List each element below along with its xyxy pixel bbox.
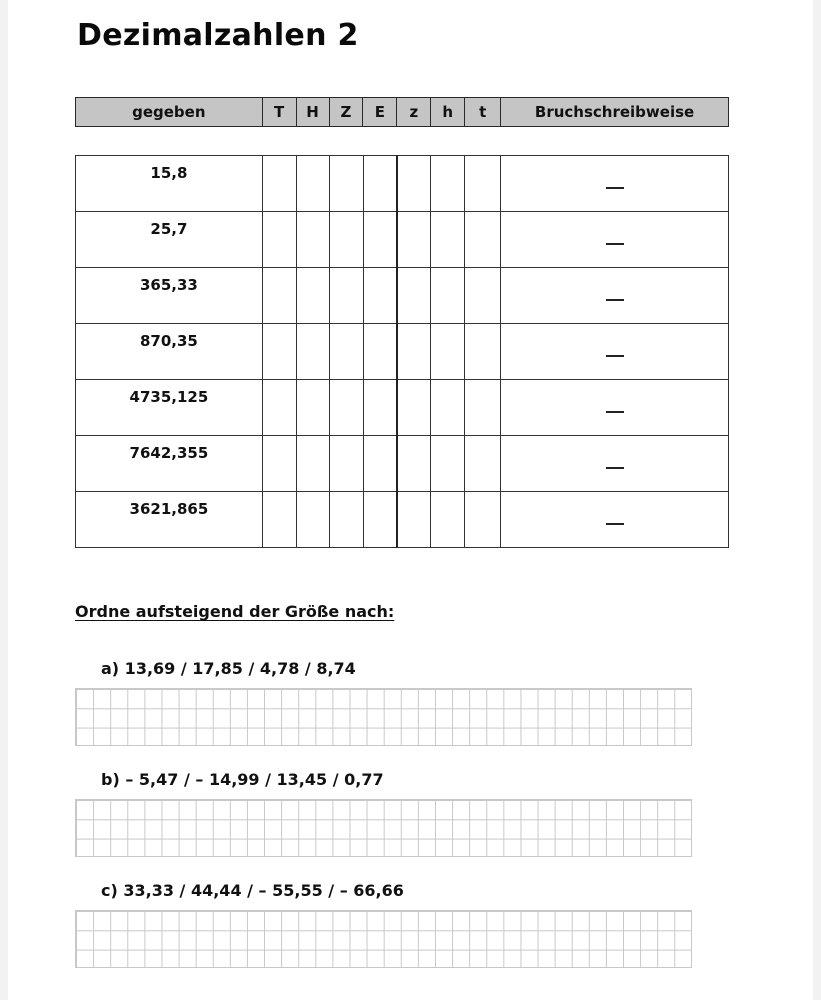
cell-einer[interactable] xyxy=(363,156,397,212)
cell-hundertstel[interactable] xyxy=(431,380,465,436)
cell-tausender[interactable] xyxy=(262,380,296,436)
table-row xyxy=(76,324,729,380)
cell-tausendstel[interactable] xyxy=(465,436,501,492)
cell-hunderter[interactable] xyxy=(296,492,329,548)
place-value-table xyxy=(75,155,729,548)
answer-grid-c[interactable] xyxy=(75,910,692,968)
cell-zehntel[interactable] xyxy=(397,380,431,436)
task-heading: Ordne aufsteigend der Größe nach: xyxy=(75,602,395,621)
cell-zehner[interactable] xyxy=(329,492,363,548)
cell-tausender[interactable] xyxy=(262,268,296,324)
header-tausender: T xyxy=(262,98,296,127)
cell-tausender[interactable] xyxy=(262,212,296,268)
cell-zehntel[interactable] xyxy=(397,212,431,268)
given-number: 870,35 xyxy=(76,324,263,380)
cell-hunderter[interactable] xyxy=(296,436,329,492)
header-tausendstel: t xyxy=(465,98,501,127)
cell-hundertstel[interactable] xyxy=(431,268,465,324)
cell-einer[interactable] xyxy=(363,324,397,380)
cell-zehner[interactable] xyxy=(329,436,363,492)
cell-hunderter[interactable] xyxy=(296,324,329,380)
fraction-bar xyxy=(606,411,624,413)
header-hunderter: H xyxy=(296,98,329,127)
table-row xyxy=(76,492,729,548)
fraction-cell[interactable] xyxy=(501,268,729,324)
fraction-bar xyxy=(606,467,624,469)
fraction-bar xyxy=(606,355,624,357)
cell-zehner[interactable] xyxy=(329,156,363,212)
given-number: 25,7 xyxy=(76,212,263,268)
cell-zehntel[interactable] xyxy=(397,156,431,212)
cell-einer[interactable] xyxy=(363,436,397,492)
fraction-cell[interactable] xyxy=(501,212,729,268)
worksheet-page xyxy=(8,0,813,1000)
fraction-cell[interactable] xyxy=(501,156,729,212)
fraction-cell[interactable] xyxy=(501,492,729,548)
table-row xyxy=(76,212,729,268)
cell-hundertstel[interactable] xyxy=(431,492,465,548)
cell-hundertstel[interactable] xyxy=(431,212,465,268)
given-number: 4735,125 xyxy=(76,380,263,436)
cell-tausender[interactable] xyxy=(262,156,296,212)
cell-tausendstel[interactable] xyxy=(465,324,501,380)
header-hundertstel: h xyxy=(431,98,465,127)
fraction-cell[interactable] xyxy=(501,436,729,492)
table-row xyxy=(76,380,729,436)
task-b-numbers: b) – 5,47 / – 14,99 / 13,45 / 0,77 xyxy=(101,770,384,789)
cell-zehntel[interactable] xyxy=(397,324,431,380)
header-zehner: Z xyxy=(329,98,363,127)
cell-tausendstel[interactable] xyxy=(465,156,501,212)
cell-hunderter[interactable] xyxy=(296,156,329,212)
cell-hunderter[interactable] xyxy=(296,380,329,436)
cell-zehntel[interactable] xyxy=(397,436,431,492)
fraction-cell[interactable] xyxy=(501,324,729,380)
cell-zehner[interactable] xyxy=(329,268,363,324)
cell-tausender[interactable] xyxy=(262,492,296,548)
given-number: 15,8 xyxy=(76,156,263,212)
cell-tausender[interactable] xyxy=(262,436,296,492)
cell-zehner[interactable] xyxy=(329,380,363,436)
given-number: 3621,865 xyxy=(76,492,263,548)
fraction-bar xyxy=(606,523,624,525)
table-row xyxy=(76,436,729,492)
cell-zehner[interactable] xyxy=(329,212,363,268)
header-gegeben: gegeben xyxy=(76,98,263,127)
cell-zehntel[interactable] xyxy=(397,492,431,548)
cell-einer[interactable] xyxy=(363,212,397,268)
given-number: 7642,355 xyxy=(76,436,263,492)
cell-hunderter[interactable] xyxy=(296,268,329,324)
given-number: 365,33 xyxy=(76,268,263,324)
cell-tausendstel[interactable] xyxy=(465,268,501,324)
cell-hundertstel[interactable] xyxy=(431,156,465,212)
cell-einer[interactable] xyxy=(363,380,397,436)
cell-einer[interactable] xyxy=(363,492,397,548)
header-bruchschreibweise: Bruchschreibweise xyxy=(501,98,729,127)
place-value-header xyxy=(75,97,729,127)
fraction-bar xyxy=(606,243,624,245)
task-c-numbers: c) 33,33 / 44,44 / – 55,55 / – 66,66 xyxy=(101,881,404,900)
fraction-bar xyxy=(606,299,624,301)
answer-grid-a[interactable] xyxy=(75,688,692,746)
header-einer: E xyxy=(363,98,397,127)
cell-einer[interactable] xyxy=(363,268,397,324)
cell-hundertstel[interactable] xyxy=(431,436,465,492)
page-title: Dezimalzahlen 2 xyxy=(77,18,359,53)
cell-tausendstel[interactable] xyxy=(465,380,501,436)
fraction-cell[interactable] xyxy=(501,380,729,436)
cell-tausendstel[interactable] xyxy=(465,212,501,268)
cell-tausendstel[interactable] xyxy=(465,492,501,548)
table-row xyxy=(76,268,729,324)
task-a-numbers: a) 13,69 / 17,85 / 4,78 / 8,74 xyxy=(101,659,356,678)
cell-tausender[interactable] xyxy=(262,324,296,380)
cell-zehntel[interactable] xyxy=(397,268,431,324)
answer-grid-b[interactable] xyxy=(75,799,692,857)
cell-hundertstel[interactable] xyxy=(431,324,465,380)
table-row xyxy=(76,156,729,212)
cell-hunderter[interactable] xyxy=(296,212,329,268)
fraction-bar xyxy=(606,187,624,189)
header-zehntel: z xyxy=(397,98,431,127)
cell-zehner[interactable] xyxy=(329,324,363,380)
